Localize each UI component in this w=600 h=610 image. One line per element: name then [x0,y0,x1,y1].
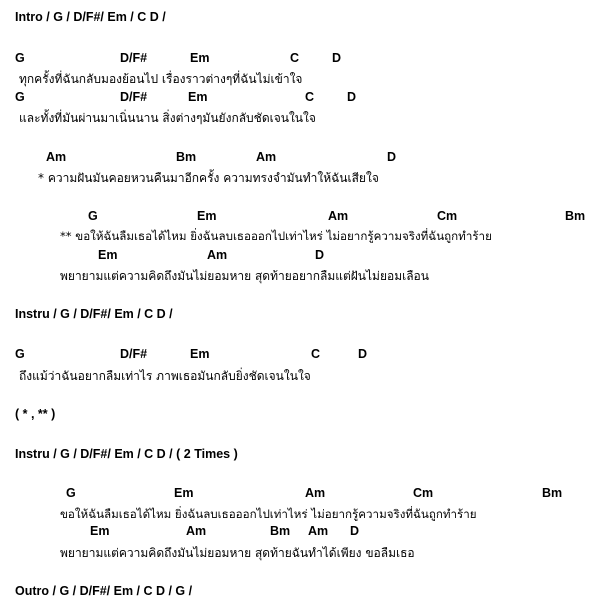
chord: D/F# [120,347,148,361]
chord: Em [188,90,208,104]
chord: D/F# [120,90,148,104]
repeat-marker: ( * , ** ) [15,407,56,421]
chord: Em [174,486,194,500]
chord: D [332,51,342,65]
chord: Am [256,150,277,164]
chord: Em [90,524,110,538]
lyric-line: ถึงแม้ว่าฉันอยากลืมเท่าไร ภาพเธอมันกลับยิ่งชัดเจนในใจ [19,369,311,383]
section-instru: Instru / G / D/F#/ Em / C D / [15,307,173,321]
chord: Em [98,248,118,262]
chord: G [66,486,76,500]
chord: Bm [176,150,197,164]
section-outro: Outro / G / D/F#/ Em / C D / G / [15,584,193,598]
chord: Am [207,248,228,262]
chord: C [311,347,321,361]
chord: Am [46,150,67,164]
chord: Cm [413,486,434,500]
chord: Am [308,524,329,538]
section-intro: Intro / G / D/F#/ Em / C D / [15,10,166,24]
chord: Em [190,51,210,65]
chord: Am [305,486,326,500]
chord: D [350,524,360,538]
chord: Em [190,347,210,361]
lyric-line: และทั้งที่มันผ่านมาเนิ่นนาน สิ่งต่างๆมันยังกลับชัดเจนในใจ [19,111,316,125]
chord: G [15,347,25,361]
lyric-line: * ความฝันมันคอยหวนคืนมาอีกครั้ง ความทรงจำมันทำให้ฉันเสียใจ [38,171,379,185]
lyric-line: ขอให้ฉันลืมเธอได้ไหม ยิ่งฉันลบเธอออกไปเท่าไหร่ ไม่อยากรู้ความจริงที่ฉันถูกทำร้าย [60,507,477,521]
chord: Am [186,524,207,538]
lyric-line: พยายามแต่ความคิดถึงมันไม่ยอมหาย สุดท้ายอยากลืมแต่ฝันไม่ยอมเลือน [60,269,429,283]
chord: Cm [437,209,458,223]
chord: Am [328,209,349,223]
chord: Em [197,209,217,223]
chord: G [15,51,25,65]
lyric-line: ** ขอให้ฉันลืมเธอได้ไหม ยิ่งฉันลบเธอออกไปเท่าไหร่ ไม่อยากรู้ความจริงที่ฉันถูกทำร้าย [60,229,492,243]
chord: Bm [542,486,563,500]
section-instru: Instru / G / D/F#/ Em / C D / ( 2 Times ) [15,447,238,461]
chord: G [15,90,25,104]
chord: D [347,90,357,104]
chord: D [387,150,397,164]
chord: D [358,347,368,361]
chord: C [305,90,315,104]
lyric-line: พยายามแต่ความคิดถึงมันไม่ยอมหาย สุดท้ายฉันทำได้เพียง ขอลืมเธอ [60,546,415,560]
chord: G [88,209,98,223]
chord: C [290,51,300,65]
lyric-line: ทุกครั้งที่ฉันกลับมองย้อนไป เรื่องราวต่างๆที่ฉันไม่เข้าใจ [19,72,303,86]
chord: D/F# [120,51,148,65]
chord: D [315,248,325,262]
chord: Bm [270,524,291,538]
chord: Bm [565,209,586,223]
